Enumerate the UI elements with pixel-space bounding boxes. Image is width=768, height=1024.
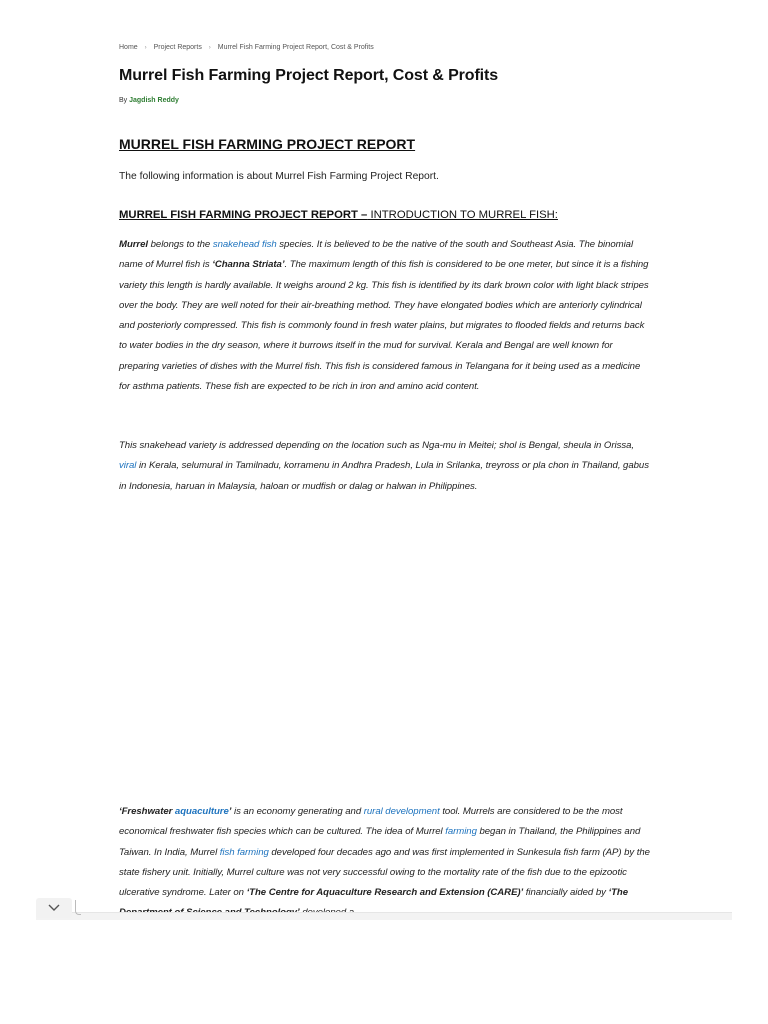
intro-text: The following information is about Murrel Fish Farming Project Report. <box>119 171 439 182</box>
snakehead-fish-link[interactable]: snakehead fish <box>212 239 277 250</box>
viral-link[interactable]: viral <box>119 460 137 472</box>
breadcrumb <box>119 44 374 51</box>
subsection-heading <box>119 209 558 221</box>
ad-placeholder <box>119 505 651 785</box>
page-title: Murrel Fish Farming Project Report, Cost & Profits <box>119 67 499 84</box>
subsection-heading-rest: INTRODUCTION TO MURREL FISH: <box>370 209 558 221</box>
subsection-heading-bold: MURREL FISH FARMING PROJECT REPORT – <box>119 209 368 221</box>
breadcrumb-separator-icon: › <box>144 45 147 51</box>
bold-text: ‘The <box>608 887 629 899</box>
text-run: tool. Murrels are considered to be the most economical freshwater fish species which can be cultured. The idea of Murrel <box>119 806 623 838</box>
bar-edge-decoration <box>75 900 81 915</box>
bold-text: ‘Channa Striata’ <box>212 259 285 271</box>
breadcrumb-home[interactable]: Home <box>119 44 138 51</box>
byline <box>119 97 179 104</box>
text-run: This snakehead variety is addressed depending on the location such as Nga-mu in Meitei; shol is Bengal, sheula in Orissa, <box>119 440 634 451</box>
bold-text: ’ <box>228 806 232 817</box>
breadcrumb-current: Murrel Fish Farming Project Report, Cost & Profits <box>217 44 374 51</box>
collapse-ad-button[interactable] <box>36 898 72 918</box>
byline-prefix: By <box>119 97 128 104</box>
paragraph-names <box>119 436 651 497</box>
breadcrumb-project-reports[interactable]: Project Reports <box>153 44 202 51</box>
farming-link[interactable]: farming <box>445 826 477 838</box>
text-run: began in Thailand, the Philippines and Taiwan. In India, Murrel <box>119 826 641 858</box>
paragraph-introduction <box>119 235 651 397</box>
bold-text: ‘Freshwater <box>119 806 175 817</box>
section-heading: MURREL FISH FARMING PROJECT REPORT <box>119 136 416 152</box>
text-run: species. It is believed to be the native of the south and Southeast Asia. The binomial name of Murrel fish is <box>119 239 634 271</box>
paragraph-aquaculture <box>119 802 651 918</box>
text-run: is an economy generating and <box>231 806 364 817</box>
chevron-down-icon <box>48 904 60 912</box>
fish-farming-link[interactable]: fish farming <box>219 846 269 858</box>
text-run: in Kerala, selumural in Tamilnadu, korramenu in Andhra Pradesh, Lula in Srilanka, treyross or pla chon in Thailand, gabus in Indonesia, haruan in Malaysia, haloan or mudfish or dalag or halwan in Philippines. <box>119 460 649 492</box>
author-link[interactable]: Jagdish Reddy <box>129 97 179 104</box>
text-run: belongs to the <box>148 239 213 250</box>
breadcrumb-separator-icon: › <box>208 45 211 51</box>
bold-text: ‘The Centre for Aquaculture Research and Extension (CARE)’ <box>246 887 524 899</box>
bold-text: Murrel <box>119 239 149 250</box>
rural-development-link[interactable]: rural development <box>363 806 440 817</box>
text-run: financially aided by <box>523 887 609 899</box>
aquaculture-link[interactable]: aquaculture <box>174 806 229 817</box>
text-run: . The maximum length of this fish is considered to be one meter, but since it is a fishing variety this length is hardly available. It weighs around 2 kg. This fish is identified by its dark brown color with light black stripes over the body. They are well noted for their air-breathing method. They have elongated bodies which are anteriorly cylindrical and posteriorly compressed. This fish is commonly found in fresh water plains, but migrates to flooded fields and returns back to water bodies in the dry season, where it burrows itself in the mud for survival. Kerala and Bengal are well known for preparing varieties of dishes with the Murrel fish. This fish is considered famous in Telangana for it being used as a medicine for asthma patients. These fish are expected to be rich in iron and amino acid content. <box>119 259 649 393</box>
bottom-ad-bar <box>36 912 732 920</box>
text-run: developed four decades ago and was first implemented in Sunkesula fish farm (AP) by the state fishery unit. Initially, Murrel culture was not very successful owing to the mortality rate of the fish due to the epizootic ulcerative syndrome. Later on <box>119 846 650 899</box>
